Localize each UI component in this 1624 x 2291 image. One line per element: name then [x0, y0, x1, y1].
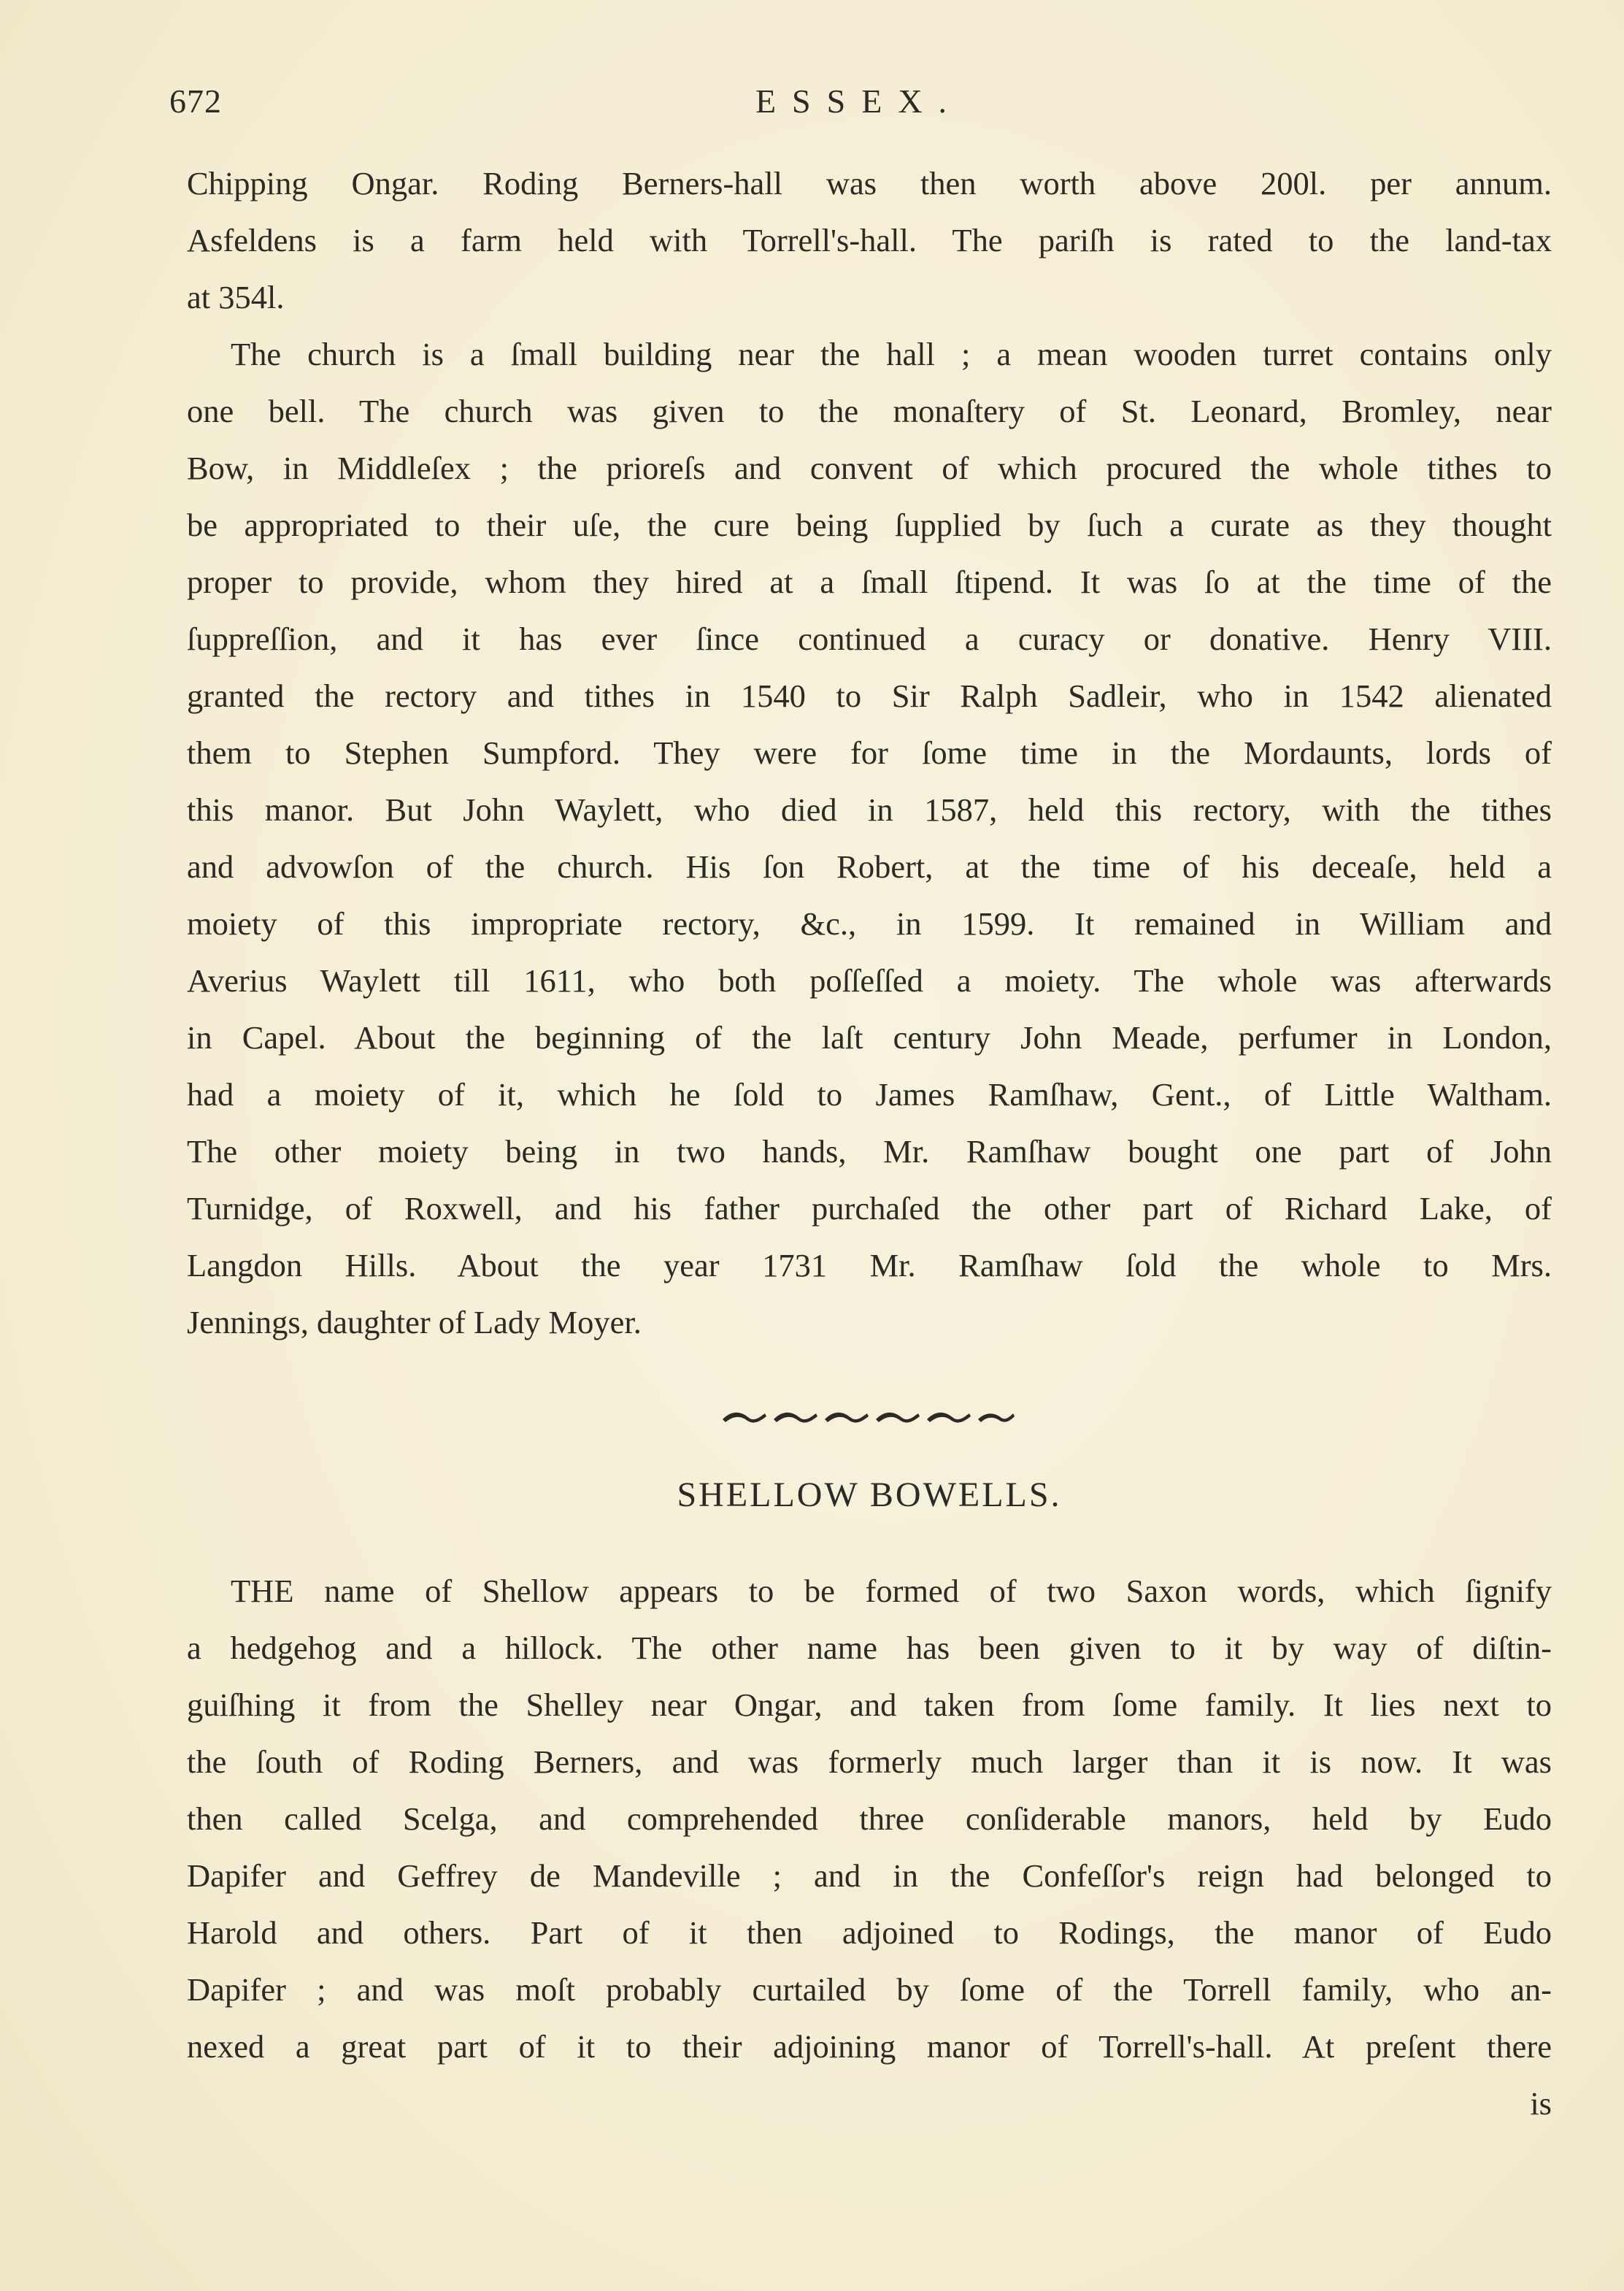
- ornament-flourish: [723, 1413, 766, 1423]
- text-line: had a moiety of it, which he ſold to James Ramſhaw, Gent., of Little Waltham.: [187, 1076, 1552, 1113]
- ornament-flourish: [825, 1413, 869, 1423]
- text-line: Dapifer and Geffrey de Mandeville ; and in the Confeſſor's reign had belonged to: [187, 1857, 1552, 1894]
- text-line: ſuppreſſion, and it has ever ſince continued a curacy or donative. Henry VIII.: [187, 621, 1552, 657]
- section-title: SHELLOW BOWELLS.: [677, 1475, 1062, 1514]
- text-line: Jennings, daughter of Lady Moyer.: [187, 1304, 642, 1340]
- text-line: The other moiety being in two hands, Mr. Ramſhaw bought one part of John: [187, 1133, 1552, 1170]
- ornament-flourish: [774, 1413, 817, 1423]
- text-line: them to Stephen Sumpford. They were for ſome time in the Mordaunts, lords of: [187, 734, 1552, 771]
- text-line: in Capel. About the beginning of the laſt century John Meade, perfumer in London,: [187, 1019, 1552, 1056]
- text-line: Averius Waylett till 1611, who both poſſeſſed a moiety. The whole was afterwards: [187, 962, 1552, 999]
- ornament-flourish: [876, 1413, 920, 1423]
- text-line: moiety of this impropriate rectory, &c., in 1599. It remained in William and: [187, 905, 1552, 942]
- text-line: nexed a great part of it to their adjoining manor of Torrell's-hall. At preſent there: [187, 2028, 1552, 2065]
- text-line: Asfeldens is a farm held with Torrell's-hall. The pariſh is rated to the land-tax: [187, 222, 1552, 258]
- text-line: at 354l.: [187, 279, 285, 315]
- text-line: one bell. The church was given to the monaſtery of St. Leonard, Bromley, near: [187, 393, 1552, 429]
- text-line: Langdon Hills. About the year 1731 Mr. Ramſhaw ſold the whole to Mrs.: [187, 1247, 1552, 1283]
- text-line: a hedgehog and a hillock. The other name has been given to it by way of diſtin-: [187, 1630, 1552, 1666]
- text-line: this manor. But John Waylett, who died in 1587, held this rectory, with the tithes: [187, 791, 1552, 828]
- text-line: be appropriated to their uſe, the cure being ſupplied by ſuch a curate as they thought: [187, 507, 1552, 543]
- text-line: Dapifer ; and was moſt probably curtailed by ſome of the Torrell family, who an-: [187, 1971, 1552, 2008]
- lower-text-block: [187, 1562, 1552, 2132]
- text-line: then called Scelga, and comprehended three conſiderable manors, held by Eudo: [187, 1800, 1552, 1837]
- text-line: Turnidge, of Roxwell, and his father purchaſed the other part of Richard Lake, of: [187, 1190, 1552, 1227]
- text-line: Bow, in Middleſex ; the prioreſs and convent of which procured the whole tithes to: [187, 450, 1552, 486]
- text-line: THE name of Shellow appears to be formed of two Saxon words, which ſignify: [231, 1573, 1552, 1609]
- running-head: [169, 82, 1549, 126]
- text-line: proper to provide, whom they hired at a ſmall ſtipend. It was ſo at the time of the: [187, 564, 1552, 600]
- text-line: granted the rectory and tithes in 1540 to Sir Ralph Sadleir, who in 1542 alienated: [187, 678, 1552, 714]
- section-ornament: [723, 1406, 1015, 1428]
- text-line: Chipping Ongar. Roding Berners-hall was then worth above 200l. per annum.: [187, 165, 1552, 202]
- text-line: The church is a ſmall building near the hall ; a mean wooden turret contains only: [231, 336, 1552, 372]
- text-line: and advowſon of the church. His ſon Robert, at the time of his deceaſe, held a: [187, 848, 1552, 885]
- text-line: Harold and others. Part of it then adjoined to Rodings, the manor of Eudo: [187, 1914, 1552, 1951]
- text-line: guiſhing it from the Shelley near Ongar, and taken from ſome family. It lies next to: [187, 1686, 1552, 1723]
- ornament-flourish: [978, 1413, 1015, 1422]
- catchword: is: [1530, 2085, 1552, 2122]
- upper-text-block: [187, 155, 1552, 1351]
- text-line: the ſouth of Roding Berners, and was formerly much larger than it is now. It was: [187, 1743, 1552, 1780]
- page-number: 672: [169, 82, 222, 120]
- ornament-flourish: [927, 1413, 971, 1423]
- running-title: ESSEX.: [755, 82, 963, 120]
